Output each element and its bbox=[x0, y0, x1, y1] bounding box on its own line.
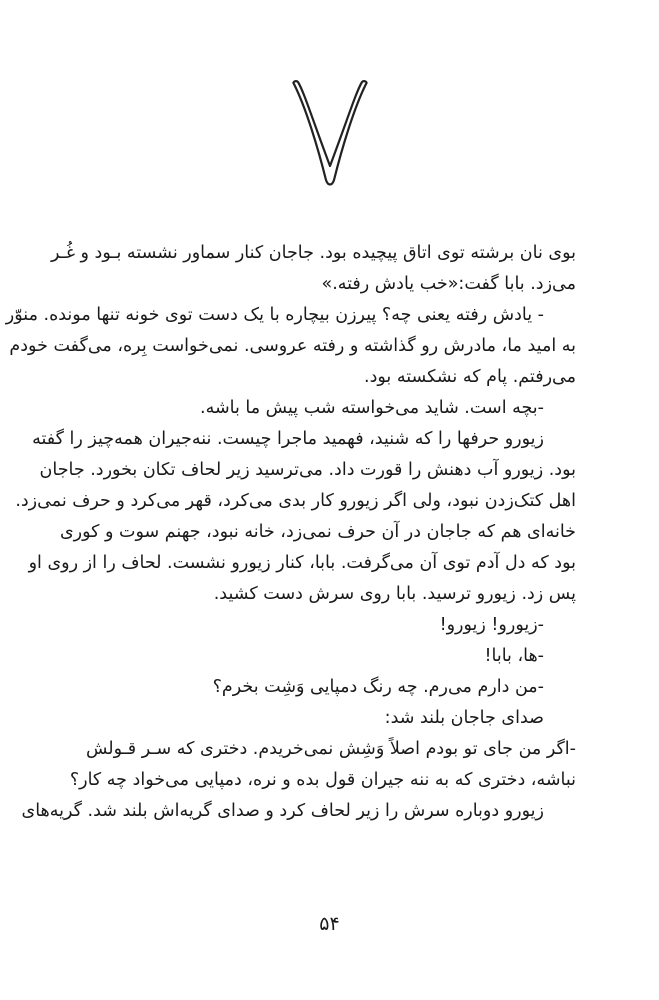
body-line: به امید ما، مادرش رو گذاشته و رفته عروسی. نمی‌خواست بِره، می‌گفت خودم bbox=[9, 336, 576, 356]
body-line: -بچه است. شاید می‌خواسته شب پیش ما باشه. bbox=[200, 398, 544, 418]
body-line: اهل کتک‌زدن نبود، ولی اگر زیورو کار بدی می‌کرد، قهر می‌کرد و حرف نمی‌زد. bbox=[15, 491, 576, 511]
body-line: بود. زیورو آب دهنش را قورت داد. می‌ترسید زیر لحاف تکان بخورد. جاجان bbox=[39, 460, 576, 480]
body-line: زیورو دوباره سرش را زیر لحاف کرد و صدای گریه‌اش بلند شد. گریه‌های bbox=[21, 801, 544, 821]
chapter-number bbox=[0, 78, 659, 192]
body-line: بود که دل آدم توی آن می‌گرفت. بابا، کنار زیورو نشست. لحاف را از روی او bbox=[28, 553, 576, 573]
body-line: -من دارم می‌رم. چه رنگ دمپایی وَشِت بخرم؟ bbox=[212, 677, 544, 697]
body-line: خانه‌ای هم که جاجان در آن حرف نمی‌زد، خانه نبود، جهنم سوت و کوری bbox=[59, 522, 576, 542]
chapter-body bbox=[5, 238, 576, 827]
body-line: می‌زد. بابا گفت:«خب یادش رفته.» bbox=[321, 274, 576, 294]
body-line: می‌رفتم. پام که نشکسته بود. bbox=[364, 367, 576, 387]
page-number: ۵۴ bbox=[319, 913, 340, 935]
chapter-number-numeral-icon bbox=[290, 78, 370, 188]
body-line: صدای جاجان بلند شد: bbox=[384, 708, 544, 728]
body-line: پس زد. زیورو ترسید. بابا روی سرش دست کشید. bbox=[213, 584, 576, 604]
body-line: -ها، بابا! bbox=[484, 646, 544, 666]
body-line: -زیورو! زیورو! bbox=[439, 615, 544, 635]
body-line: زیورو حرفها را که شنید، فهمید ماجرا چیست. ننه‌جیران همه‌چیز را گفته bbox=[32, 429, 544, 449]
body-line: -اگر من جای تو بودم اصلاً وَشِش نمی‌خریدم. دختری که سـر قـولش bbox=[85, 739, 576, 759]
body-line: نباشه، دختری که به ننه جیران قول بده و نره، دمپایی می‌خواد چه کار؟ bbox=[69, 770, 576, 790]
body-line: - یادش رفته یعنی چه؟ پیرزن بیچاره با یک دست توی خونه تنها مونده. منوّر bbox=[5, 305, 544, 325]
body-line: بوی نان برشته توی اتاق پیچیده بود. جاجان کنار سماور نشسته بـود و غُـر bbox=[51, 243, 576, 263]
chapter-number-text bbox=[0, 108, 659, 109]
